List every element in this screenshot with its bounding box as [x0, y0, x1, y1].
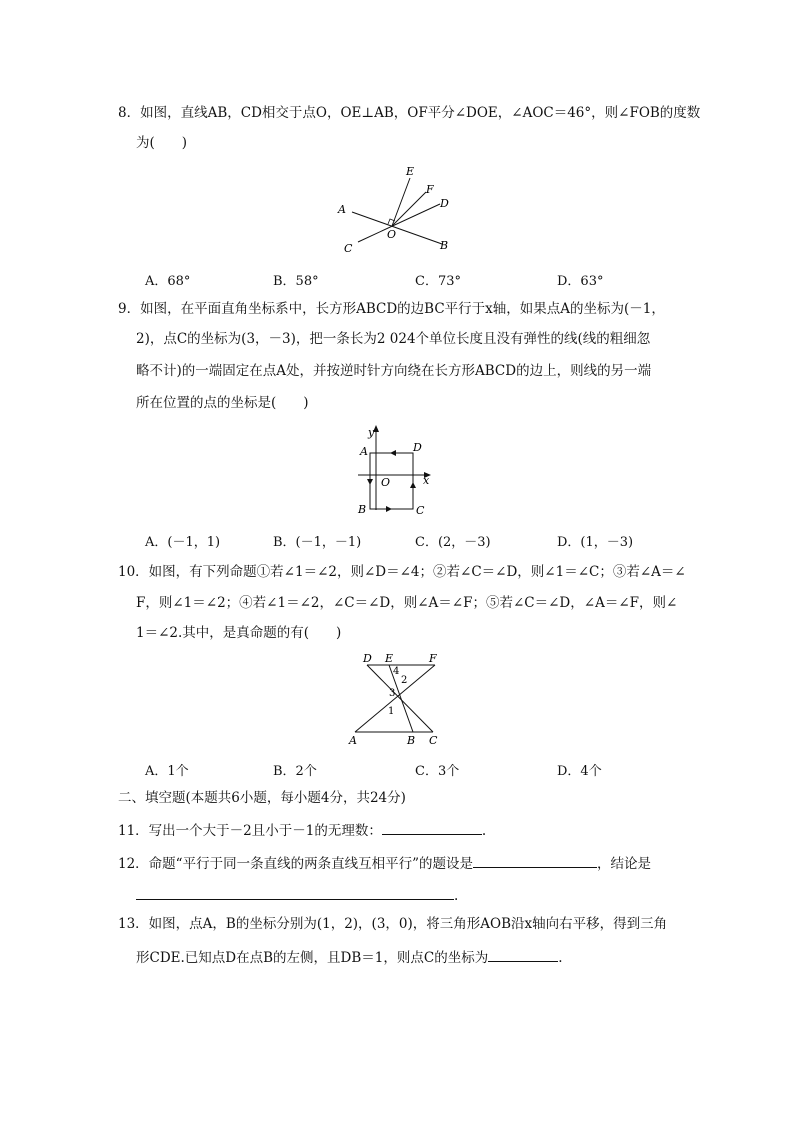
q8-option-c[interactable]: C．73° [415, 274, 461, 289]
q8-label-d: D [440, 197, 449, 210]
q8-line-cd [358, 204, 440, 242]
q9-text-line4: 所在位置的点的坐标是( ) [136, 395, 309, 411]
q9-label-c: C [416, 504, 425, 517]
q9-arrow-left [367, 479, 373, 485]
q10-option-a[interactable]: A．1个 [145, 764, 189, 779]
q8-option-a[interactable]: A．68° [145, 274, 191, 289]
q9-arrow-top [390, 450, 396, 456]
q9-figure [350, 422, 440, 522]
q8-label-f: F [426, 183, 434, 196]
q10-label-b: B [407, 734, 416, 747]
q13-text-line1: 13．如图，点A，B的坐标分别为(1，2)，(3，0)，将三角形AOB沿x轴向右平移，得到三角 [118, 916, 668, 932]
q12-line1 [118, 853, 651, 873]
q9-text-line2: 2)，点C的坐标为(3，－3)，把一条长为2 024个单位长度且没有弹性的线(线的粗细忽 [136, 331, 651, 347]
q12-premise-blank[interactable] [473, 853, 597, 868]
q8-option-b[interactable]: B．58° [273, 274, 319, 289]
q8-label-a: A [338, 203, 346, 216]
q10-text-line2: F，则∠1＝∠2；④若∠1＝∠2，∠C＝∠D，则∠A＝∠F；⑤若∠C＝∠D，∠A＝∠F，则∠ [136, 595, 678, 611]
q8-option-d[interactable]: D．63° [557, 274, 604, 289]
q12-text-b: ，结论是 [596, 856, 651, 872]
q9-option-c[interactable]: C．(2，－3) [415, 535, 491, 550]
q13-text-line2: 形CDE.已知点D在点B的左侧，且DB＝1，则点C的坐标为 [136, 950, 489, 966]
q12-end: . [454, 888, 459, 904]
q9-label-a: A [360, 445, 368, 458]
q8-label-e: E [406, 165, 415, 178]
q10-angle-1: 1 [388, 706, 395, 717]
q12-line2 [136, 885, 458, 905]
q10-label-f: F [429, 652, 437, 665]
q9-option-b[interactable]: B．(－1，－1) [273, 535, 362, 550]
q10-option-b[interactable]: B．2个 [273, 764, 317, 779]
q10-label-e: E [385, 652, 394, 665]
section2-heading: 二、填空题(本题共6小题，每小题4分，共24分) [118, 790, 406, 806]
q10-option-d[interactable]: D．4个 [557, 764, 602, 779]
q10-angle-2: 2 [401, 675, 408, 686]
q10-angle-4: 4 [393, 666, 400, 677]
q9-text-line3: 略不计)的一端固定在点A处，并按逆时针方向绕在长方形ABCD的边上，则线的另一端 [136, 363, 652, 379]
q13-line2 [136, 947, 563, 967]
q9-label-y: y [368, 426, 375, 439]
q8-text-line2: 为( ) [136, 135, 188, 151]
q8-ray-of [392, 192, 426, 226]
q10-label-d: D [363, 652, 372, 665]
q9-label-o: O [381, 476, 391, 489]
q8-label-c: C [344, 242, 353, 255]
q13-end: . [558, 950, 563, 966]
q9-option-a[interactable]: A．(－1，1) [145, 535, 221, 550]
q10-text-line1: 10．如图，有下列命题①若∠1＝∠2，则∠D＝∠4；②若∠C＝∠D，则∠1＝∠C；③若∠A＝∠ [118, 564, 686, 580]
q8-label-o: O [387, 228, 397, 241]
q10-figure [345, 650, 450, 750]
q11-answer-blank[interactable] [382, 820, 482, 835]
q11-line [118, 820, 486, 840]
q9-option-d[interactable]: D．(1，－3) [557, 535, 634, 550]
q9-label-x: x [423, 474, 430, 487]
q12-conclusion-blank[interactable] [136, 885, 454, 900]
q8-text-line1: 8．如图，直线AB，CD相交于点O，OE⊥AB，OF平分∠DOE，∠AOC＝46°，则∠FOB的度数 [118, 105, 701, 121]
q13-answer-blank[interactable] [488, 947, 558, 962]
q10-angle-3: 3 [389, 688, 396, 699]
q9-arrow-right [410, 482, 416, 488]
q9-text-line1: 9．如图，在平面直角坐标系中，长方形ABCD的边BC平行于x轴，如果点A的坐标为(－1， [118, 301, 665, 317]
q9-label-b: B [358, 503, 367, 516]
q9-label-d: D [413, 441, 422, 454]
q10-option-c[interactable]: C．3个 [415, 764, 460, 779]
q8-label-b: B [440, 239, 449, 252]
q11-end: . [481, 823, 487, 839]
q9-arrow-bottom [386, 506, 392, 512]
q8-line-ab [352, 212, 442, 244]
q10-text-line3: 1＝∠2.其中，是真命题的有( ) [136, 625, 342, 641]
q8-figure [330, 160, 460, 260]
q12-text: 12．命题“平行于同一条直线的两条直线互相平行”的题设是 [118, 856, 473, 872]
q10-label-a: A [349, 734, 357, 747]
q10-label-c: C [429, 734, 438, 747]
q11-text: 11．写出一个大于－2且小于－1的无理数： [118, 823, 382, 839]
